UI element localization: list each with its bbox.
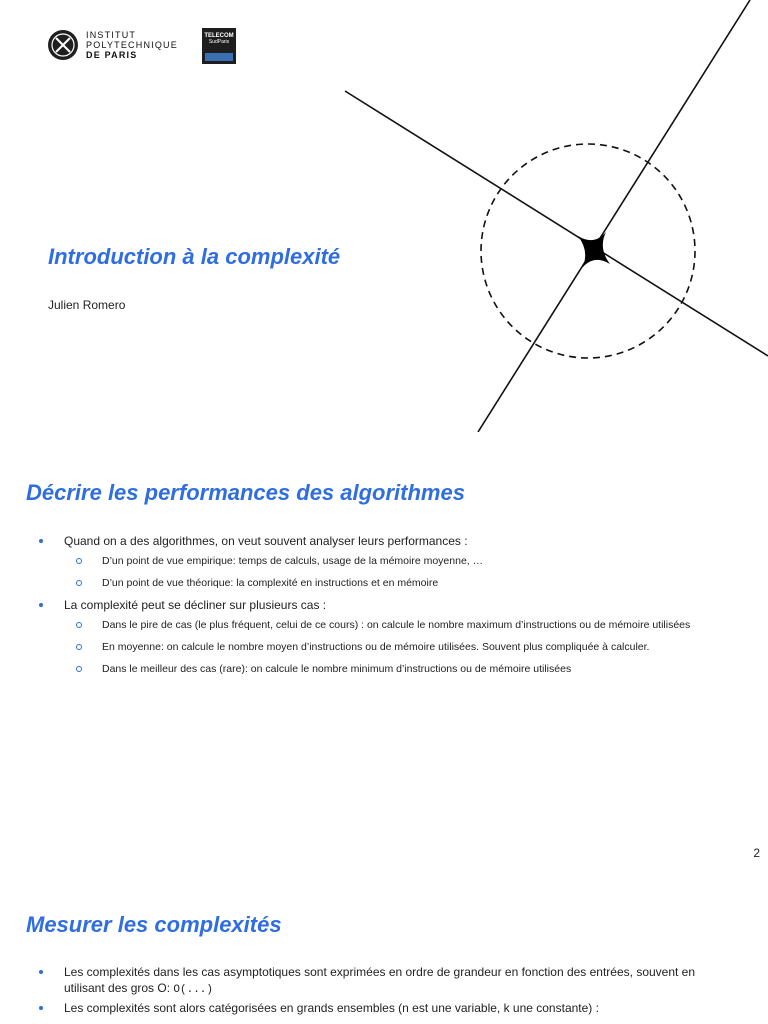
list-item — [36, 1000, 726, 1016]
deco-line-b — [478, 0, 750, 432]
bullet-text: Les complexités dans les cas asymptotiques sont exprimées en ordre de grandeur en fonction des entrées, souvent en utilisant des gros O: — [64, 965, 696, 995]
sub-bullet-text: Dans le pire de cas (le plus fréquent, celui de ce cours) : on calcule le nombre maximum d’instructions ou de mémoire utilisées — [102, 619, 691, 631]
sub-list-item — [64, 661, 726, 677]
bullet-dot-icon — [39, 970, 43, 974]
logo-line-2: POLYTECHNIQUE — [86, 40, 178, 50]
slide-title: Mesurer les complexités — [26, 912, 282, 937]
bullet-text: La complexité peut se décliner sur plusieurs cas : — [64, 598, 327, 612]
telecom-logo-line-1: TELECOM — [204, 33, 234, 39]
hollow-bullet-icon — [76, 644, 82, 650]
sub-bullet-text: D’un point de vue théorique: la complexité en instructions et en mémoire — [102, 577, 439, 589]
hollow-bullet-icon — [76, 558, 82, 564]
bullet-dot-icon — [39, 539, 43, 543]
list-item — [36, 533, 726, 591]
sub-bullet-list — [64, 553, 726, 591]
hollow-bullet-icon — [76, 580, 82, 586]
logo-line-3: DE PARIS — [86, 50, 138, 60]
deco-center-knot — [578, 232, 610, 268]
bullet-text: Les complexités sont alors catégorisées en grands ensembles (n est une variable, k une constante) : — [64, 1001, 599, 1015]
deco-line-a — [345, 91, 768, 356]
sub-bullet-text: Dans le meilleur des cas (rare): on calcule le nombre minimum d’instructions ou de mémoire utilisées — [102, 663, 572, 675]
list-item — [36, 597, 726, 677]
author-name: Julien Romero — [48, 298, 126, 312]
sub-list-item — [64, 639, 726, 655]
slide-title: Décrire les performances des algorithmes — [26, 480, 465, 505]
slide-performances — [0, 432, 768, 864]
sub-list-item — [64, 575, 726, 591]
sub-list-item — [64, 553, 726, 569]
sub-bullet-text: D’un point de vue empirique: temps de calculs, usage de la mémoire moyenne, … — [102, 555, 484, 567]
logo-line-1: INSTITUT — [86, 30, 137, 40]
hollow-bullet-icon — [76, 622, 82, 628]
list-item — [36, 964, 726, 998]
bullet-text: Quand on a des algorithmes, on veut souvent analyser leurs performances : — [64, 534, 468, 548]
page-number: 2 — [753, 846, 760, 860]
slide-mesurer-complexites — [0, 864, 768, 1024]
hollow-bullet-icon — [76, 666, 82, 672]
sub-list-item — [64, 617, 726, 633]
bullet-dot-icon — [39, 603, 43, 607]
title-slide — [0, 0, 768, 432]
bullet-dot-icon — [39, 1006, 43, 1010]
big-o-code: O(...) — [173, 984, 214, 996]
sub-bullet-list — [64, 617, 726, 677]
decorative-graph-illustration — [0, 0, 768, 432]
bullet-list — [36, 964, 726, 1018]
telecom-logo-line-2: SudParis — [208, 39, 230, 45]
bullet-list — [36, 533, 726, 683]
presentation-title: Introduction à la complexité — [48, 244, 341, 269]
sub-bullet-text: En moyenne: on calcule le nombre moyen d’instructions ou de mémoire utilisées. Souvent plus compliquée à calculer. — [102, 641, 650, 653]
